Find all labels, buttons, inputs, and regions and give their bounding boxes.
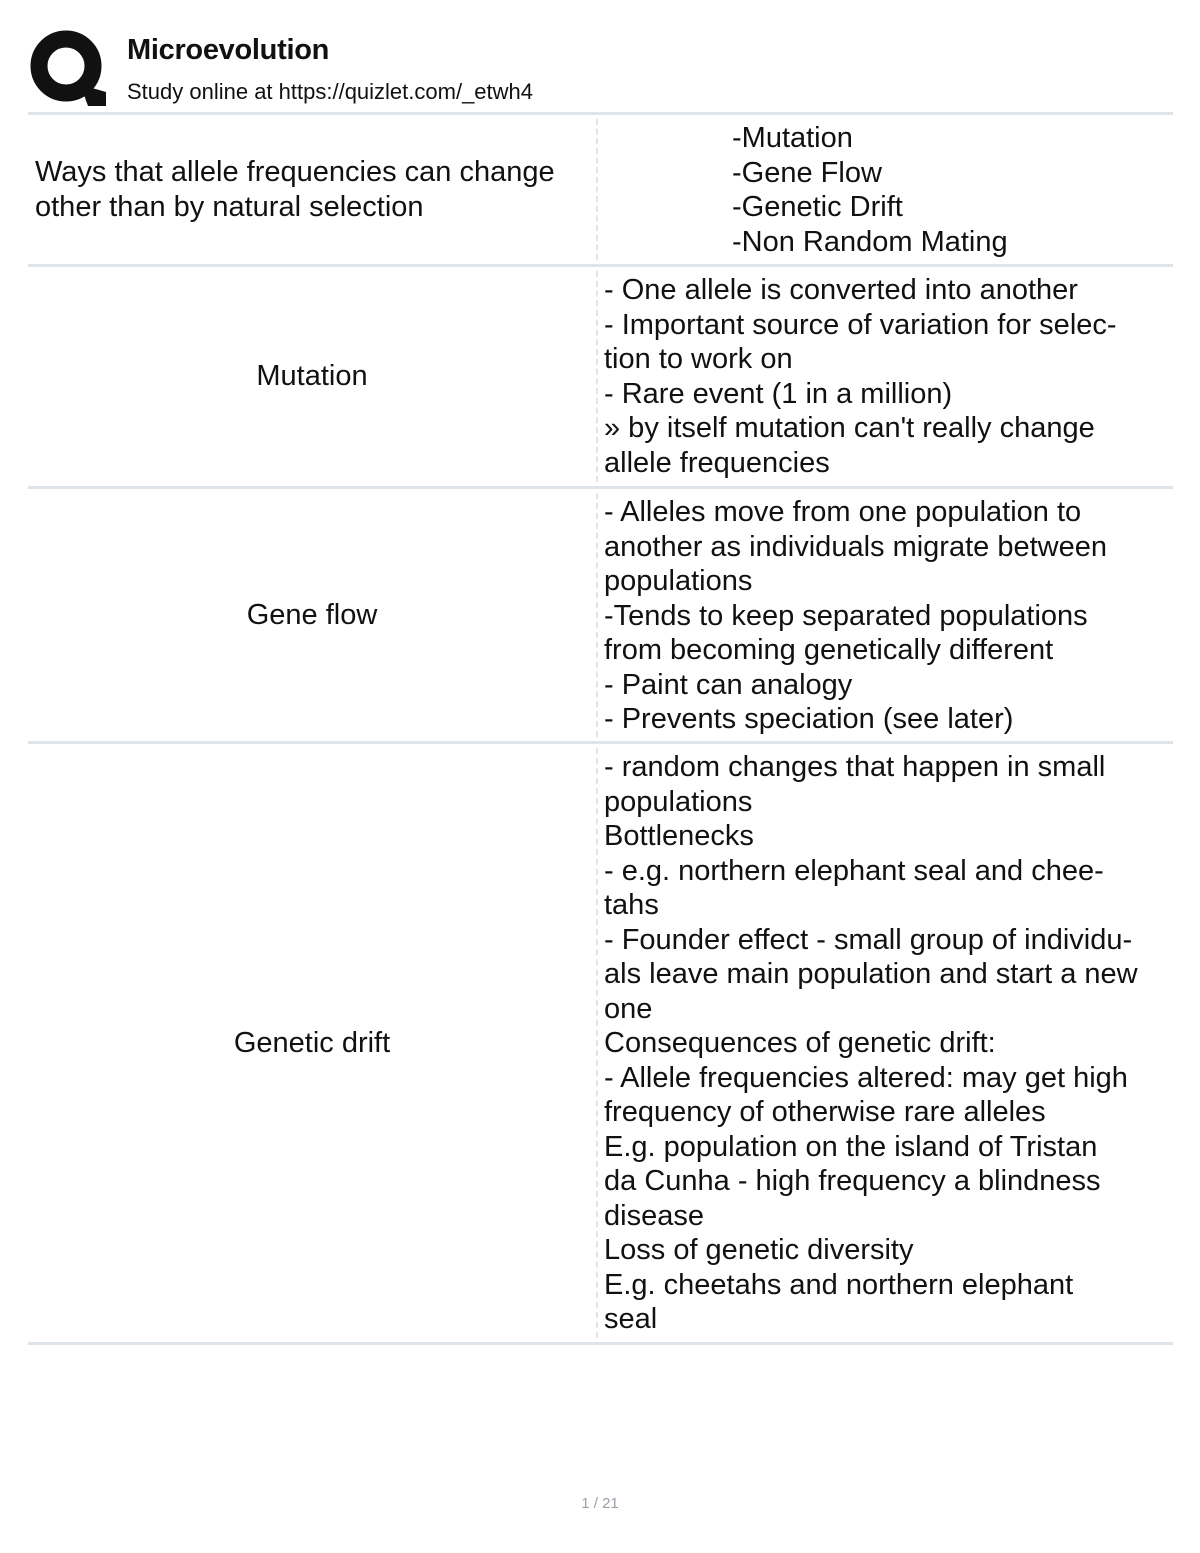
card-divider <box>596 748 598 1338</box>
card-definition: -Mutation -Gene Flow -Genetic Drift -Non Random Mating <box>732 122 1008 258</box>
flashcard-row <box>28 486 1173 741</box>
card-definition: - random changes that happen in small populations Bottlenecks - e.g. northern elephant seal and chee- tahs - Founder effect - small group of individu- als leave main population and start a new one Consequences of genetic drift: - Allele frequencies altered: may get high frequency of otherwise rare alleles E.g. population on the island of Tristan da Cunha - high frequency a blindness disease Loss of genetic diversity E.g. cheetahs and northern elephant seal <box>604 751 1138 1335</box>
page-indicator: 1 / 21 <box>581 1495 619 1512</box>
card-term: Gene flow <box>246 598 378 631</box>
page-header <box>30 28 1170 110</box>
set-title: Microevolution <box>127 34 330 66</box>
flashcard-row <box>28 264 1173 486</box>
card-divider <box>596 119 598 260</box>
card-definition: - One allele is converted into another - Important source of variation for selec- tion to work on - Rare event (1 in a million) » by itself mutation can't really change allele frequencies <box>604 274 1117 479</box>
card-term: Mutation <box>256 360 368 393</box>
card-term: Genetic drift <box>233 1026 391 1059</box>
flashcard-row <box>28 741 1173 1345</box>
card-term: Ways that allele frequencies can change other than by natural selection <box>35 156 555 223</box>
card-definition: - Alleles move from one population to another as individuals migrate between populations -Tends to keep separated populations from becoming genetically different - Paint can analogy - Prevents speciation (see later) <box>604 496 1107 735</box>
flashcard-row <box>28 112 1173 264</box>
card-divider <box>596 271 598 482</box>
quizlet-logo-icon <box>30 30 106 106</box>
card-divider <box>596 493 598 737</box>
study-online-link[interactable]: Study online at https://quizlet.com/_etwh4 <box>127 79 534 104</box>
